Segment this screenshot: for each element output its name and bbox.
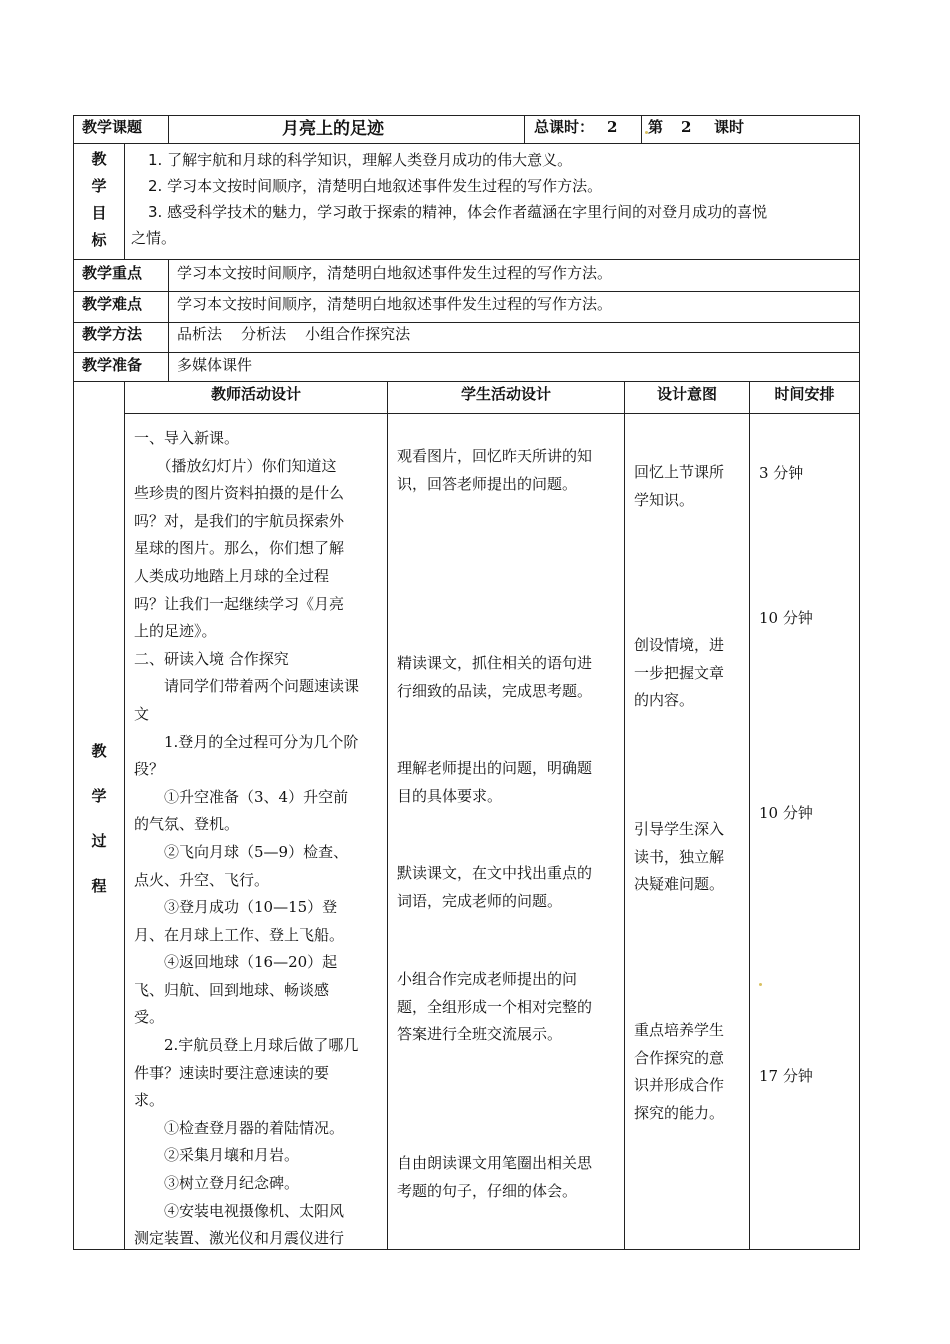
table-line [524,115,525,143]
objective-item: 2. 学习本文按时间顺序，清楚明白地叙述事件发生过程的写作方法。 [148,177,603,195]
table-line [168,115,169,143]
table-line [73,291,860,292]
text-line: 观看图片，回忆昨天所讲的知 [397,447,593,465]
design-intent-block [634,632,724,715]
method-value: 品析法 分析法 小组合作探究法 [177,325,411,343]
scan-speck [759,983,762,986]
label-char: 学 [91,787,107,805]
difficulty-value: 学习本文按时间顺序，清楚明白地叙述事件发生过程的写作方法。 [177,295,613,313]
objective-item: 3. 感受科学技术的魅力，学习敢于探索的精神，体会作者蕴涵在字里行间的对登月成功的喜悦 [148,203,768,221]
text-line: 精读课文，抓住相关的语句进 [397,654,593,672]
text-line: 行细致的品读，完成思考题。 [397,681,593,700]
table-line [73,115,74,1250]
time-allocation: 10 分钟 [759,804,813,822]
text-line: 请同学们带着两个问题速读课 [134,677,360,696]
text-line: 点火、升空、飞行。 [134,870,270,889]
design-intent-block [634,816,724,899]
total-sessions-value: 2 [607,118,618,136]
text-line: 2.宇航员登上月球后做了哪几 [134,1036,359,1055]
preparation-value: 多媒体课件 [177,356,253,374]
scan-speck [645,131,648,134]
session-suffix: 课时 [714,118,745,136]
text-line: 合作探究的意 [634,1048,725,1067]
text-line: 吗？让我们一起继续学习《月亮 [134,594,345,613]
text-line: 星球的图片。那么，你们想了解 [134,539,345,558]
table-line [124,143,125,259]
text-line: 重点培养学生 [634,1021,725,1039]
text-line: 的内容。 [634,691,695,710]
table-line [73,381,860,382]
text-line: ②采集月壤和月岩。 [134,1146,300,1165]
student-activity-block [397,443,592,498]
text-line: 月、在月球上工作、登上飞船。 [134,925,345,944]
time-allocation: 3 分钟 [759,464,804,482]
text-line: 回忆上节课所 [634,463,725,481]
text-line: 引导学生深入 [634,820,725,838]
text-line: ②飞向月球（5—9）检查、 [134,842,349,861]
text-line: 些珍贵的图片资料拍摄的是什么 [134,484,345,503]
design-intent-block [634,459,724,514]
label-char: 标 [91,231,107,249]
table-line [859,115,860,1250]
text-line: 识并形成合作 [634,1076,725,1095]
time-allocation: 10 分钟 [759,609,813,627]
text-line: （播放幻灯片）你们知道这 [134,456,337,475]
text-line: 求。 [134,1091,165,1110]
text-line: 上的足迹》。 [134,622,217,641]
text-line: ③登月成功（10—15）登 [134,898,338,917]
table-line [168,259,169,381]
text-line: 二、研读入境 合作探究 [134,649,289,668]
key-points-value: 学习本文按时间顺序，清楚明白地叙述事件发生过程的写作方法。 [177,264,613,282]
column-header-student: 学生活动设计 [460,385,551,403]
label-char: 程 [91,877,107,895]
text-line: 考题的句子，仔细的体会。 [397,1181,578,1200]
text-line: 段？ [134,760,165,779]
time-allocation: 17 分钟 [759,1067,813,1085]
text-line: 自由朗读课文用笔圈出相关思 [397,1154,593,1172]
method-label: 教学方法 [82,325,143,343]
label-char: 学 [91,177,107,195]
text-line: 飞、归航、回到地球、畅谈感 [134,980,330,999]
design-intent-block [634,1017,724,1127]
text-line: 人类成功地踏上月球的全过程 [134,566,330,585]
topic-label: 教学课题 [82,118,143,136]
text-line: 学知识。 [634,490,695,509]
label-char: 过 [91,832,107,850]
text-line: 吗？对，是我们的宇航员探索外 [134,511,345,530]
table-line [124,381,125,1249]
table-line [73,115,860,116]
text-line: 1.登月的全过程可分为几个阶 [134,732,359,751]
objective-item-continued: 之情。 [131,229,177,247]
column-header-intent: 设计意图 [656,385,717,403]
session-prefix: 第 [648,118,664,136]
preparation-label: 教学准备 [82,356,143,374]
text-line: 识，回答老师提出的问题。 [397,474,578,493]
text-line: 测定装置、激光仪和月震仪进行 [134,1229,345,1248]
text-line: 一、导入新课。 [134,429,240,447]
student-activity-block [397,1150,592,1205]
column-header-teacher: 教师活动设计 [210,385,301,403]
difficulty-label: 教学难点 [82,295,143,313]
column-header-time: 时间安排 [774,385,835,403]
student-activity-block [397,966,592,1049]
text-line: 小组合作完成老师提出的问 [397,970,578,988]
text-line: 默读课文，在文中找出重点的 [397,864,593,882]
table-line [624,381,625,1249]
text-line: 目的具体要求。 [397,786,503,805]
label-char: 目 [91,204,107,222]
student-activity-block [397,755,592,810]
text-line: 文 [134,704,150,723]
label-char: 教 [91,150,107,168]
text-line: 一步把握文章 [634,663,725,682]
text-line: 件事？速读时要注意速读的要 [134,1063,330,1082]
objective-item: 1. 了解宇航和月球的科学知识，理解人类登月成功的伟大意义。 [148,151,573,169]
total-sessions-label: 总课时： [534,118,595,136]
text-line: 创设情境，进 [634,636,725,654]
session-number: 2 [681,118,692,136]
table-line [641,115,642,143]
text-line: 探究的能力。 [634,1103,725,1122]
table-line [749,381,750,1249]
student-activity-block [397,650,592,705]
text-line: 词语，完成老师的问题。 [397,891,563,910]
text-line: 决疑难问题。 [634,875,725,894]
lesson-title: 月亮上的足迹 [282,119,384,139]
text-line: 答案进行全班交流展示。 [397,1025,563,1044]
process-label [89,729,109,909]
text-line: 理解老师提出的问题，明确题 [397,759,593,777]
table-line [73,322,860,323]
text-line: ①升空准备（3、4）升空前 [134,787,349,806]
key-points-label: 教学重点 [82,264,143,282]
text-line: 受。 [134,1008,165,1027]
text-line: ④安装电视摄像机、太阳风 [134,1201,345,1220]
text-line: ④返回地球（16—20）起 [134,953,338,972]
objectives-label [89,146,109,254]
text-line: ③树立登月纪念碑。 [134,1174,300,1193]
text-line: 题，全组形成一个相对完整的 [397,997,593,1016]
text-line: ①检查登月器的着陆情况。 [134,1118,345,1137]
student-activity-block [397,860,592,915]
text-line: 的气氛、登机。 [134,815,240,834]
text-line: 读书，独立解 [634,847,725,866]
table-line [73,352,860,353]
table-line [73,143,860,144]
table-line [73,259,860,260]
teacher-activity-text [134,425,359,1253]
table-line [387,381,388,1249]
label-char: 教 [91,742,107,760]
